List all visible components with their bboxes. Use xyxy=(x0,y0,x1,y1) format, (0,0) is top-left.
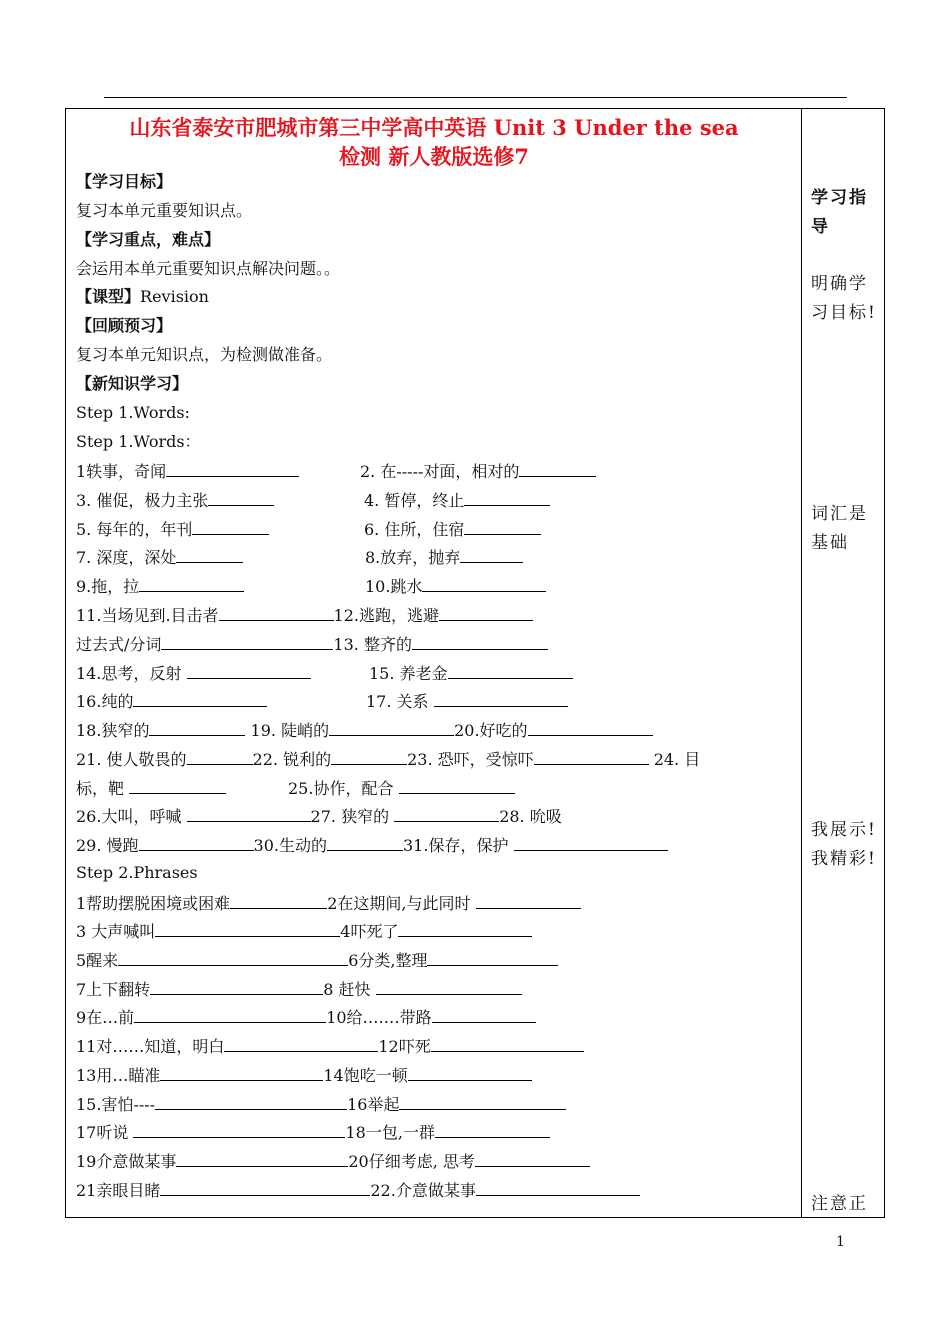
answer-blank[interactable] xyxy=(398,920,532,937)
answer-blank[interactable] xyxy=(476,1179,640,1196)
word-row xyxy=(364,489,550,511)
word-prompt: 13. 整齐的 xyxy=(333,635,412,654)
answer-blank[interactable] xyxy=(150,978,323,995)
answer-blank[interactable] xyxy=(230,892,327,909)
answer-blank[interactable] xyxy=(331,748,407,765)
answer-blank[interactable] xyxy=(187,805,311,822)
phrase-row xyxy=(76,1121,550,1143)
phrase-prompt: 22.介意做某事 xyxy=(370,1181,476,1200)
phrase-prompt: 13用…瞄准 xyxy=(76,1066,161,1085)
word-prompt: 22. 锐利的 xyxy=(252,750,332,769)
word-prompt: 1轶事，奇闻 xyxy=(76,462,167,481)
answer-blank[interactable] xyxy=(155,920,340,937)
answer-blank[interactable] xyxy=(528,719,653,736)
word-row xyxy=(369,662,573,684)
answer-blank[interactable] xyxy=(176,546,243,563)
answer-blank[interactable] xyxy=(208,489,274,506)
answer-blank[interactable] xyxy=(133,690,267,707)
phrase-prompt: 14饱吃一顿 xyxy=(323,1066,408,1085)
phrase-prompt: 5醒来 xyxy=(76,951,119,970)
word-prompt: 25.协作，配合 xyxy=(288,779,394,798)
answer-blank[interactable] xyxy=(412,633,548,650)
section-heading-focus: 【学习重点，难点】 xyxy=(76,230,221,249)
answer-blank[interactable] xyxy=(399,777,515,794)
answer-blank[interactable] xyxy=(435,1121,550,1138)
answer-blank[interactable] xyxy=(139,834,254,851)
phrase-prompt: 10给….…带路 xyxy=(326,1008,432,1027)
word-row xyxy=(76,719,653,741)
step1-heading-a: Step 1.Words: xyxy=(76,403,190,422)
word-prompt: 2. 在-----对面，相对的 xyxy=(360,462,520,481)
answer-blank[interactable] xyxy=(160,1064,323,1081)
phrase-prompt: 6分类,整理 xyxy=(348,951,428,970)
word-row xyxy=(76,575,244,597)
answer-blank[interactable] xyxy=(149,719,245,736)
section-heading-goals: 【学习目标】 xyxy=(76,172,173,191)
answer-blank[interactable] xyxy=(464,489,550,506)
side-note-guidance: 学习指导 xyxy=(811,188,868,237)
phrase-prompt: 12吓死 xyxy=(378,1037,431,1056)
word-row xyxy=(288,777,515,799)
section-heading-new: 【新知识学习】 xyxy=(76,374,189,393)
answer-blank[interactable] xyxy=(160,1179,370,1196)
phrase-row xyxy=(76,892,581,914)
answer-blank[interactable] xyxy=(431,1035,584,1052)
answer-blank[interactable] xyxy=(118,949,348,966)
word-prompt: 24. 目 xyxy=(653,750,701,769)
answer-blank[interactable] xyxy=(408,1064,532,1081)
word-row xyxy=(360,460,596,482)
answer-blank[interactable] xyxy=(464,518,541,535)
phrase-prompt: 7上下翻转 xyxy=(76,980,151,999)
word-row xyxy=(366,690,568,712)
word-prompt: 10.跳水 xyxy=(365,577,423,596)
word-row xyxy=(76,777,226,799)
phrase-prompt: 20仔细考虑, 思考 xyxy=(348,1152,475,1171)
answer-blank[interactable] xyxy=(329,719,454,736)
word-row xyxy=(365,575,546,597)
document-title xyxy=(72,113,796,171)
answer-blank[interactable] xyxy=(187,748,253,765)
phrase-prompt: 19介意做某事 xyxy=(76,1152,177,1171)
phrase-row xyxy=(76,1035,584,1057)
word-prompt: 过去式/分词 xyxy=(76,635,162,654)
phrase-prompt: 17听说 xyxy=(76,1123,129,1142)
step1-heading-b: Step 1.Words： xyxy=(76,432,201,451)
word-prompt: 6. 住所，住宿 xyxy=(364,520,465,539)
word-prompt: 11.当场见到.目击者 xyxy=(76,606,219,625)
word-prompt: 3. 催促，极力主张 xyxy=(76,491,209,510)
answer-blank[interactable] xyxy=(219,604,334,621)
word-prompt: 9.拖，拉 xyxy=(76,577,140,596)
answer-blank[interactable] xyxy=(134,1006,326,1023)
word-row xyxy=(76,518,269,540)
phrase-prompt: 8 赶快 xyxy=(323,980,371,999)
answer-blank[interactable] xyxy=(192,518,269,535)
header-rule xyxy=(104,97,847,98)
section-text-focus: 会运用本单元重要知识点解决问题。。 xyxy=(76,259,341,278)
word-row xyxy=(364,518,541,540)
answer-blank[interactable] xyxy=(187,662,311,679)
side-note-goals: 明确学习目标! xyxy=(811,274,877,323)
word-prompt: 标，靶 xyxy=(76,779,125,798)
word-prompt: 20.好吃的 xyxy=(454,721,528,740)
phrase-row xyxy=(76,1006,536,1028)
word-prompt: 5. 每年的，年刊 xyxy=(76,520,193,539)
phrase-row xyxy=(76,949,558,971)
word-prompt: 30.生动的 xyxy=(253,836,327,855)
answer-blank[interactable] xyxy=(476,892,581,909)
title-line-1: 山东省泰安市肥城市第三中学高中英语 Unit 3 Under the sea xyxy=(129,115,739,140)
word-prompt: 23. 恐吓，受惊吓 xyxy=(407,750,534,769)
phrase-prompt: 2在这期间,与此同时 xyxy=(327,894,471,913)
side-note-attention: 注意正 xyxy=(811,1194,868,1214)
answer-blank[interactable] xyxy=(427,949,558,966)
answer-blank[interactable] xyxy=(129,777,226,794)
word-prompt: 12.逃跑，逃避 xyxy=(333,606,439,625)
phrase-prompt: 9在…前 xyxy=(76,1008,135,1027)
phrase-prompt: 1帮助摆脱困境或困难 xyxy=(76,894,231,913)
word-prompt: 27. 狭窄的 xyxy=(310,807,390,826)
word-row xyxy=(365,546,523,568)
word-prompt: 8.放弃，抛弃 xyxy=(365,548,461,567)
word-prompt: 14.思考，反射 xyxy=(76,664,182,683)
answer-blank[interactable] xyxy=(475,1150,590,1167)
section-text-review: 复习本单元知识点，为检测做准备。 xyxy=(76,345,333,364)
word-row xyxy=(76,604,533,626)
word-prompt: 21. 使人敬畏的 xyxy=(76,750,187,769)
answer-blank[interactable] xyxy=(139,575,244,592)
column-divider xyxy=(801,108,802,1218)
word-prompt: 16.纯的 xyxy=(76,692,134,711)
phrase-row xyxy=(76,1179,640,1201)
section-lesson-type xyxy=(76,287,209,307)
answer-blank[interactable] xyxy=(161,633,333,650)
title-line-2: 检测 新人教版选修7 xyxy=(339,144,529,169)
answer-blank[interactable] xyxy=(155,1093,347,1110)
phrase-prompt: 3 大声喊叫 xyxy=(76,922,156,941)
answer-blank[interactable] xyxy=(394,805,499,822)
phrase-row xyxy=(76,978,522,1000)
word-prompt: 29. 慢跑 xyxy=(76,836,139,855)
answer-blank[interactable] xyxy=(439,604,533,621)
section-text-type: Revision xyxy=(140,287,209,306)
answer-blank[interactable] xyxy=(448,662,573,679)
section-heading-type: 【课型】 xyxy=(76,287,141,306)
answer-blank[interactable] xyxy=(534,748,649,765)
answer-blank[interactable] xyxy=(133,1121,345,1138)
word-row xyxy=(76,805,562,827)
word-row xyxy=(76,690,267,712)
word-prompt: 4. 暂停，终止 xyxy=(364,491,465,510)
section-heading-review: 【回顾预习】 xyxy=(76,316,173,335)
phrase-row xyxy=(76,920,532,942)
word-prompt: 19. 陡峭的 xyxy=(250,721,330,740)
answer-blank[interactable] xyxy=(519,460,596,477)
phrase-prompt: 11对……知道，明白 xyxy=(76,1037,225,1056)
phrase-prompt: 4吓死了 xyxy=(340,922,399,941)
word-row xyxy=(76,546,243,568)
answer-blank[interactable] xyxy=(176,1150,348,1167)
answer-blank[interactable] xyxy=(399,1093,566,1110)
word-prompt: 7. 深度，深处 xyxy=(76,548,177,567)
phrase-prompt: 16举起 xyxy=(347,1095,400,1114)
word-row xyxy=(76,662,311,684)
phrase-prompt: 15.害怕---- xyxy=(76,1095,156,1114)
answer-blank[interactable] xyxy=(376,978,522,995)
step2-heading: Step 2.Phrases xyxy=(76,863,198,882)
word-prompt: 17. 关系 xyxy=(366,692,429,711)
answer-blank[interactable] xyxy=(224,1035,378,1052)
side-note-show: 我展示!我精彩! xyxy=(811,820,877,869)
side-note-vocab: 词汇是基础 xyxy=(811,504,868,553)
answer-blank[interactable] xyxy=(460,546,523,563)
word-row xyxy=(76,748,700,770)
word-prompt: 15. 养老金 xyxy=(369,664,448,683)
answer-blank[interactable] xyxy=(434,690,568,707)
word-prompt: 26.大叫，呼喊 xyxy=(76,807,182,826)
answer-blank[interactable] xyxy=(422,575,546,592)
answer-blank[interactable] xyxy=(432,1006,536,1023)
word-row xyxy=(76,834,668,856)
answer-blank[interactable] xyxy=(514,834,668,851)
word-prompt: 18.狭窄的 xyxy=(76,721,150,740)
phrase-prompt: 21亲眼目睹 xyxy=(76,1181,161,1200)
phrase-row xyxy=(76,1064,532,1086)
word-row xyxy=(76,460,299,482)
answer-blank[interactable] xyxy=(166,460,299,477)
word-prompt: 28. 吮吸 xyxy=(499,807,562,826)
phrase-prompt: 18一包,一群 xyxy=(345,1123,435,1142)
word-row xyxy=(76,489,274,511)
answer-blank[interactable] xyxy=(327,834,403,851)
phrase-row xyxy=(76,1150,590,1172)
phrase-row xyxy=(76,1093,566,1115)
page-number: 1 xyxy=(836,1234,845,1250)
word-row xyxy=(76,633,548,655)
section-text-goals: 复习本单元重要知识点。 xyxy=(76,201,253,220)
word-prompt: 31.保存，保护 xyxy=(403,836,509,855)
